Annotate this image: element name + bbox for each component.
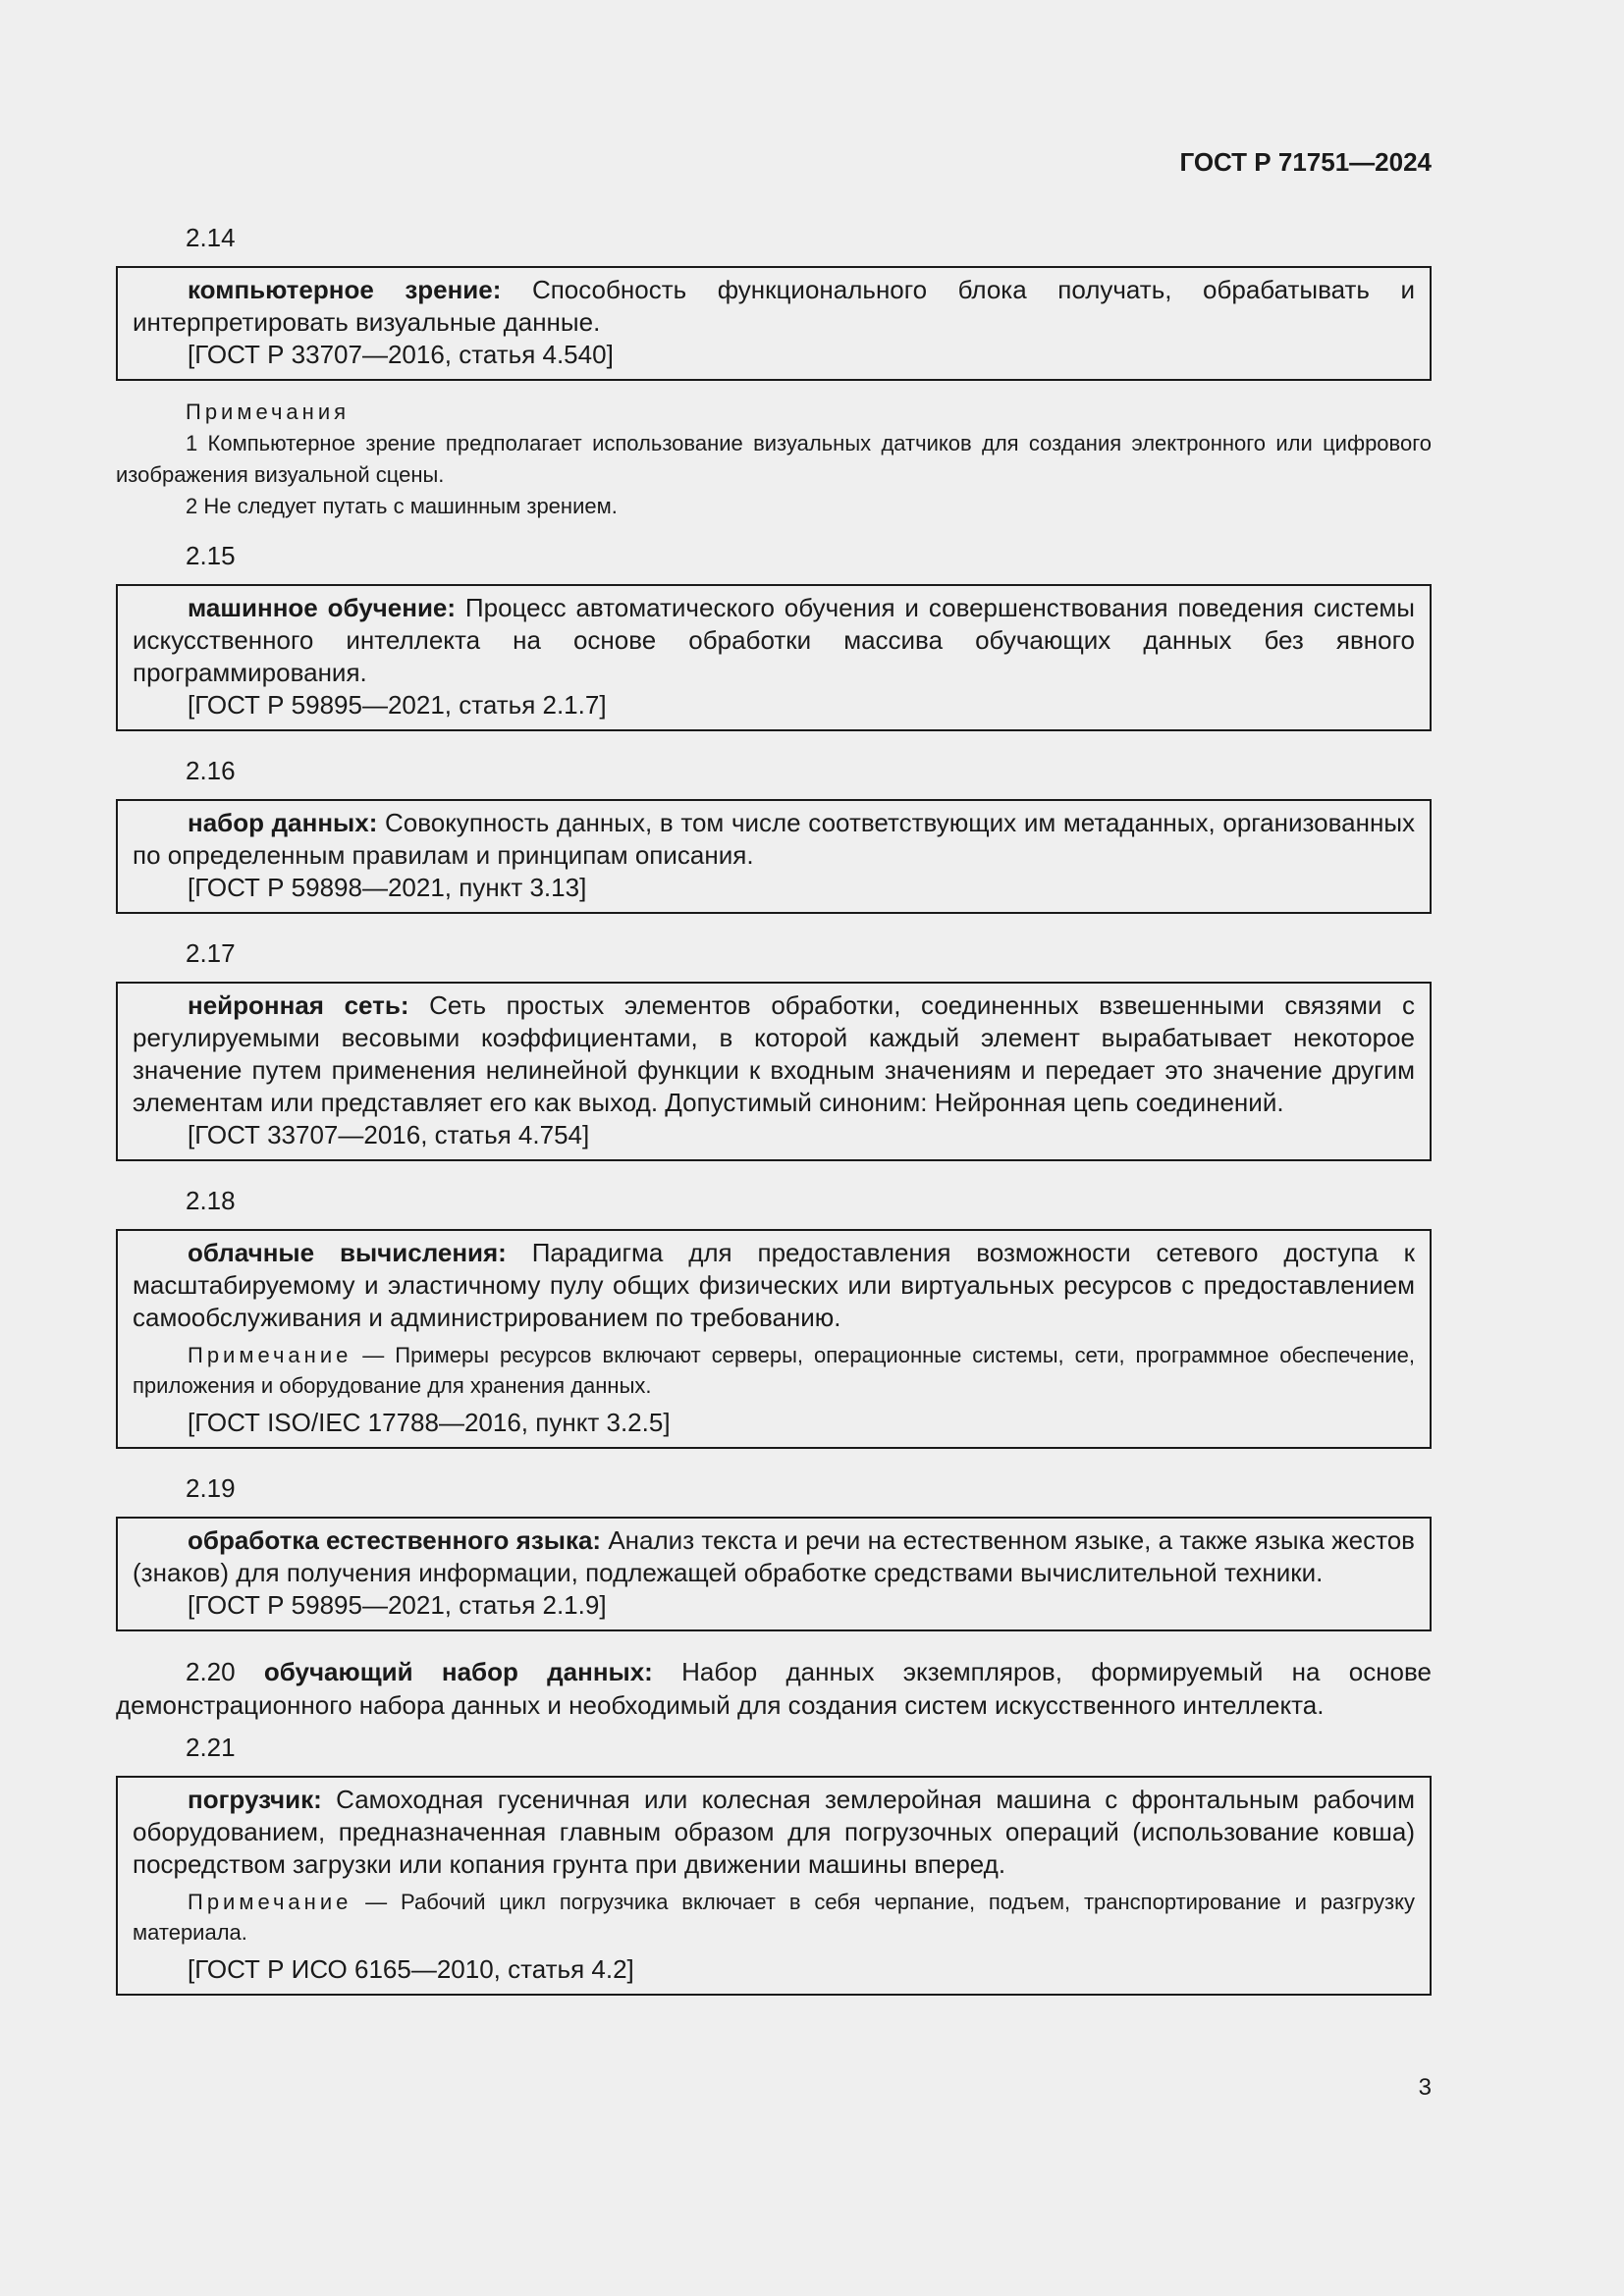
term-box-2-17 bbox=[116, 982, 1432, 1161]
term-name: набор данных: bbox=[188, 808, 378, 837]
page-number: 3 bbox=[1418, 2074, 1432, 2101]
term-note bbox=[133, 1887, 1415, 1948]
term-number-2-16: 2.16 bbox=[186, 756, 236, 785]
term-definition bbox=[133, 1524, 1415, 1589]
term-box-2-19 bbox=[116, 1517, 1432, 1631]
term-number-2-14: 2.14 bbox=[186, 223, 236, 252]
term-def-text: Совокупность данных, в том числе соответствующих им метаданных, организованных по определенным правилам и принципам описания. bbox=[133, 808, 1416, 870]
term-note bbox=[133, 1340, 1415, 1401]
term-reference: [ГОСТ Р 33707—2016, статья 4.540] bbox=[188, 340, 614, 369]
term-def-text: Парадигма для предоставления возможности сетевого доступа к масштабируемому и эластичному пулу общих физических или виртуальных ресурсов с предоставлением самообслуживания и администрированием по требованию. bbox=[133, 1238, 1415, 1332]
term-def-text: Набор данных экземпляров, формируемый на основе демонстрационного набора данных и необходимый для создания систем искусственного интеллекта. bbox=[116, 1657, 1432, 1720]
term-definition bbox=[133, 1237, 1415, 1334]
term-def-text: Анализ текста и речи на естественном языке, а также языка жестов (знаков) для получения информации, подлежащей обработке средствами вычислительной техники. bbox=[133, 1525, 1415, 1587]
term-box-2-18 bbox=[116, 1229, 1432, 1449]
document-id-header: ГОСТ Р 71751—2024 bbox=[1179, 147, 1432, 177]
notes-2-14 bbox=[116, 397, 1432, 522]
term-box-2-16 bbox=[116, 799, 1432, 914]
term-definition bbox=[133, 989, 1415, 1119]
term-definition bbox=[133, 274, 1415, 339]
term-reference: [ГОСТ Р ИСО 6165—2010, статья 4.2] bbox=[188, 1954, 634, 1984]
term-def-text: Процесс автоматического обучения и совершенствования поведения системы искусственного интеллекта на основе обработки массива обучающих данных без явного программирования. bbox=[133, 593, 1415, 687]
term-number-2-17: 2.17 bbox=[186, 938, 236, 968]
term-def-text: Способность функционального блока получать, обрабатывать и интерпретировать визуальные данные. bbox=[133, 275, 1415, 337]
term-def-text: Самоходная гусеничная или колесная землеройная машина с фронтальным рабочим оборудованием, предназначенная главным образом для погрузочных операций (использование ковша) посредством загрузки или копания грунта при движении машины вперед. bbox=[133, 1785, 1415, 1879]
term-box-2-14 bbox=[116, 266, 1432, 381]
term-number-2-15: 2.15 bbox=[186, 541, 236, 570]
term-number-2-18: 2.18 bbox=[186, 1186, 236, 1215]
term-2-20 bbox=[116, 1655, 1432, 1722]
term-box-2-21 bbox=[116, 1776, 1432, 1996]
term-number-2-21: 2.21 bbox=[186, 1733, 236, 1762]
term-reference: [ГОСТ Р 59898—2021, пункт 3.13] bbox=[188, 873, 587, 902]
term-name: обработка естественного языка: bbox=[188, 1525, 602, 1555]
term-definition bbox=[133, 592, 1415, 689]
term-number-2-20: 2.20 bbox=[186, 1657, 236, 1686]
term-definition bbox=[133, 807, 1415, 872]
term-name: нейронная сеть: bbox=[188, 990, 409, 1020]
note-label: Примечание bbox=[188, 1343, 352, 1367]
term-reference: [ГОСТ 33707—2016, статья 4.754] bbox=[188, 1120, 590, 1149]
note-2: 2 Не следует путать с машинным зрением. bbox=[186, 494, 618, 518]
term-name: машинное обучение: bbox=[188, 593, 457, 622]
term-name: облачные вычисления: bbox=[188, 1238, 507, 1267]
term-name: обучающий набор данных: bbox=[263, 1657, 653, 1686]
term-def-text: Сеть простых элементов обработки, соединенных взвешенными связями с регулируемыми весовыми коэффициентами, в которой каждый элемент вырабатывает некоторое значение путем применения нелинейной функции к входным значениям и передает это значение другим элементам или представляет его как выход. Допустимый синоним: Нейронная цепь соединений. bbox=[133, 990, 1415, 1117]
term-box-2-15 bbox=[116, 584, 1432, 731]
note-1: 1 Компьютерное зрение предполагает использование визуальных датчиков для создания электронного или цифрового изображения визуальной сцены. bbox=[116, 431, 1432, 487]
term-name: погрузчик: bbox=[188, 1785, 322, 1814]
notes-heading: Примечания bbox=[186, 400, 351, 424]
note-text: — Рабочий цикл погрузчика включает в себя черпание, подъем, транспортирование и разгрузку материала. bbox=[133, 1890, 1415, 1945]
term-reference: [ГОСТ Р 59895—2021, статья 2.1.9] bbox=[188, 1590, 607, 1620]
note-text: — Примеры ресурсов включают серверы, операционные системы, сети, программное обеспечение, приложения и оборудование для хранения данных. bbox=[133, 1343, 1415, 1398]
term-name: компьютерное зрение: bbox=[188, 275, 502, 304]
term-reference: [ГОСТ Р 59895—2021, статья 2.1.7] bbox=[188, 690, 607, 720]
term-reference: [ГОСТ ISO/IEC 17788—2016, пункт 3.2.5] bbox=[188, 1408, 671, 1437]
term-number-2-19: 2.19 bbox=[186, 1473, 236, 1503]
note-label: Примечание bbox=[188, 1890, 352, 1914]
term-definition bbox=[133, 1784, 1415, 1881]
